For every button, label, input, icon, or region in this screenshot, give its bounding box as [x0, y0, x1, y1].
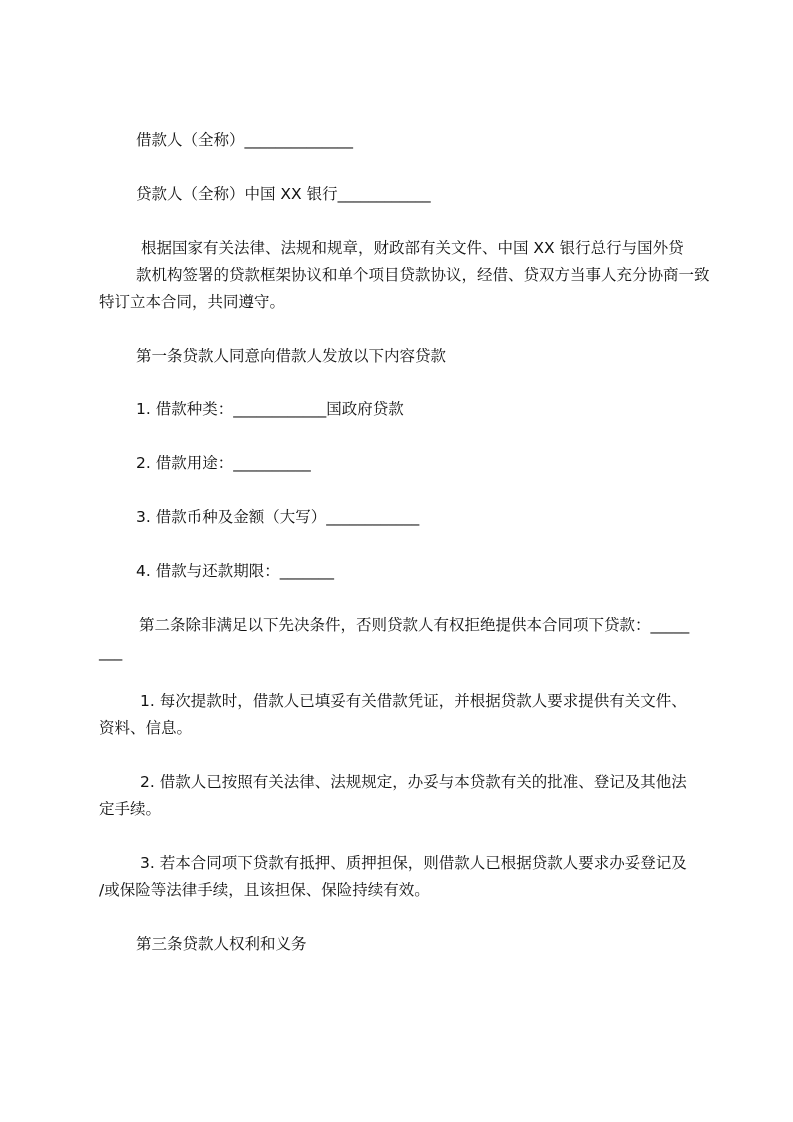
- article-2-item-1-line-1: 1. 每次提款时，借款人已填妥有关借款凭证，并根据贷款人要求提供有关文件、: [140, 692, 687, 710]
- intro-paragraph-line-1: 根据国家有关法律、法规和规章，财政部有关文件、中国 XX 银行总行与国外贷: [141, 239, 684, 257]
- intro-paragraph-line-3: 特订立本合同，共同遵守。: [99, 293, 286, 311]
- article-2-item-3-line-1: 3. 若本合同项下贷款有抵押、质押担保，则借款人已根据贷款人要求办妥登记及: [140, 854, 687, 872]
- borrower-line: 借款人（全称）______________: [136, 131, 354, 149]
- article-1-item-3: 3. 借款币种及金额（大写）____________: [136, 508, 420, 526]
- intro-paragraph-line-2: 款机构签署的贷款框架协议和单个项目贷款协议，经借、贷双方当事人充分协商一致: [136, 266, 710, 284]
- article-1-item-1: 1. 借款种类：____________国政府贷款: [136, 400, 404, 418]
- lender-line: 贷款人（全称）中国 XX 银行____________: [136, 185, 431, 203]
- article-3-title: 第三条贷款人权利和义务: [136, 935, 307, 953]
- article-1-item-4: 4. 借款与还款期限：_______: [136, 562, 334, 580]
- article-2-item-2-line-2: 定手续。: [99, 800, 162, 818]
- article-2-title-line-2: ___: [99, 643, 123, 661]
- article-2-item-3-line-2: /或保险等法律手续，且该担保、保险持续有效。: [99, 881, 430, 899]
- article-2-item-1-line-2: 资料、信息。: [99, 719, 193, 737]
- article-2-title-line-1: 第二条除非满足以下先决条件，否则贷款人有权拒绝提供本合同项下贷款：_____: [139, 616, 690, 634]
- article-1-title: 第一条贷款人同意向借款人发放以下内容贷款: [136, 347, 447, 365]
- article-1-item-2: 2. 借款用途：__________: [136, 454, 311, 472]
- article-2-item-2-line-1: 2. 借款人已按照有关法律、法规规定，办妥与本贷款有关的批准、登记及其他法: [140, 773, 687, 791]
